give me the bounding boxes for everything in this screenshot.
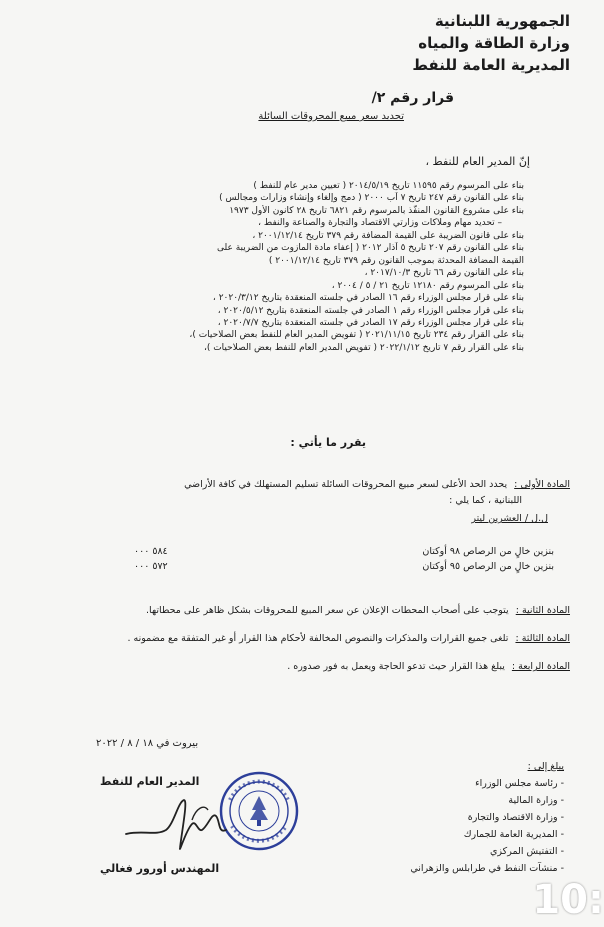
header-directorate: المديرية العامة للنفط [412,56,570,74]
basis-line: بناء على قانون الضريبة على القيمة المضافة رقم ٣٧٩ تاريخ ٢٠٠١/١٢/١٤ ، [252,230,524,241]
basis-line: بناء على القانون رقم ٢٠٧ تاريخ ٥ آذار ٢٠١٢ ( إعفاء مادة المازوت من الضريبة على [216,243,524,254]
header-republic: الجمهورية اللبنانية [434,12,570,30]
distribution-heading: يبلغ إلى : [527,761,564,772]
article-4-text: يبلغ هذا القرار حيث تدعو الحاجة ويعمل به فور صدوره . [287,661,505,672]
issue-date: بيروت في ١٨ / ٨ / ٢٠٢٢ [96,738,199,749]
list-item: - منشآت النفط في طرابلس والزهراني [410,860,564,877]
product-name: بنزين خالٍ من الرصاص ٩٨ أوكتان [422,546,554,557]
article-1 [30,478,570,492]
basis-line: بناء على قرار مجلس الوزراء رقم ١ الصادر في جلسته المنعقدة بتاريخ ٢٠٢٠/٥/١٢ ، [217,305,524,316]
article-2-text: يتوجب على أصحاب المحطات الإعلان عن سعر المبيع للمحروقات بشكل ظاهر على محطاتها. [146,605,509,616]
header-ministry: وزارة الطاقة والمياه [418,34,570,52]
article-4-label: المادة الرابعة : [511,661,570,672]
decide-heading: يقرر ما يأتي : [290,436,366,449]
basis-line: بناء على المرسوم رقم ١١٥٩٥ تاريخ ٢٠١٤/٥/١٩ ( تعيين مدير عام للنفط ) [253,181,524,191]
decision-subtitle: تحديد سعر مبيع المحروقات السائلة [258,111,404,122]
price-unit: ل.ل / العشرين ليتر [471,513,548,524]
product-name: بنزين خالٍ من الرصاص ٩٥ أوكتان [422,561,554,572]
decision-title: قرار رقم ٢/ [371,90,454,106]
list-item: - وزارة الاقتصاد والتجارة [410,809,564,826]
article-2-label: المادة الثانية : [515,605,570,616]
legal-basis-list [44,180,524,354]
signatory-title: المدير العام للنفط [100,775,200,788]
basis-line: بناء على مشروع القانون المنفّذ بالمرسوم رقم ٦٨٢١ تاريخ ٢٨ كانون الأول ١٩٧٣ [229,205,524,216]
basis-line: بناء على المرسوم رقم ١٢١٨٠ تاريخ ٢١ / ٥ / ٢٠٠٤ ، [331,280,524,291]
basis-line: القيمة المضافة المحدثة بموجب القانون رقم ٣٧٩ تاريخ ٢٠٠١/١٢/١٤ ) [268,255,524,266]
basis-line: بناء على القرار رقم ٢٣٤ تاريخ ٢٠٢١/١١/١٥ ( تفويض المدير العام للنفط بعض الصلاحيات )، [189,330,524,341]
article-1-text-continued: اللبنانية ، كما يلي : [449,495,522,506]
price-row [134,546,554,557]
intro-line: إنّ المدير العام للنفط ، [425,155,530,168]
distribution-list [410,758,564,877]
article-4 [30,660,570,674]
basis-line: بناء على القانون رقم ٢٤٧ تاريخ ٧ آب ٢٠٠٠ ( دمج وإلغاء وإنشاء وزارات ومجالس ) [219,193,524,204]
basis-line: – تحديد مهام وملاكات وزارتي الاقتصاد والتجارة والصناعة والنفط ، [258,218,502,229]
basis-line: بناء على القانون رقم ٦٦ تاريخ ٢٠١٧/١٠/٣ ، [364,268,524,279]
product-price: ٥٧٢ ٠٠٠ [134,561,168,572]
list-item: - المديرية العامة للجمارك [410,826,564,843]
article-2 [30,604,570,618]
basis-line: بناء على قرار مجلس الوزراء رقم ١٧ الصادر في جلسته المنعقدة بتاريخ ٢٠٢٠/٧/٧ ، [217,317,524,328]
article-3 [30,632,570,646]
list-item: - التفتيش المركزي [410,843,564,860]
price-row [134,561,554,572]
product-price: ٥٨٤ ٠٠٠ [134,546,168,557]
handwritten-signature-icon [122,790,232,860]
overlay-clock: 10: [532,877,604,923]
article-3-label: المادة الثالثة : [515,633,570,644]
article-1-label: المادة الأولى : [514,479,570,490]
article-1-text: يحدد الحد الأعلى لسعر مبيع المحروقات السائلة تسليم المستهلك في كافة الأراضي [184,479,508,490]
basis-line: بناء على القرار رقم ٧ تاريخ ٢٠٢٢/١/١٢ ( تفويض المدير العام للنفط بعض الصلاحيات )، [203,342,524,353]
list-item: - رئاسة مجلس الوزراء [410,775,564,792]
list-item: - وزارة المالية [410,792,564,809]
basis-line: بناء على قرار مجلس الوزراء رقم ١٦ الصادر في جلسته المنعقدة بتاريخ ٢٠٢٠/٣/١٢ ، [212,293,524,304]
signatory-name: المهندس أورور فغالي [100,862,220,875]
article-3-text: تلغى جميع القرارات والمذكرات والنصوص المخالفة لأحكام هذا القرار أو غير المتفقة مع مضمونه . [127,633,509,644]
